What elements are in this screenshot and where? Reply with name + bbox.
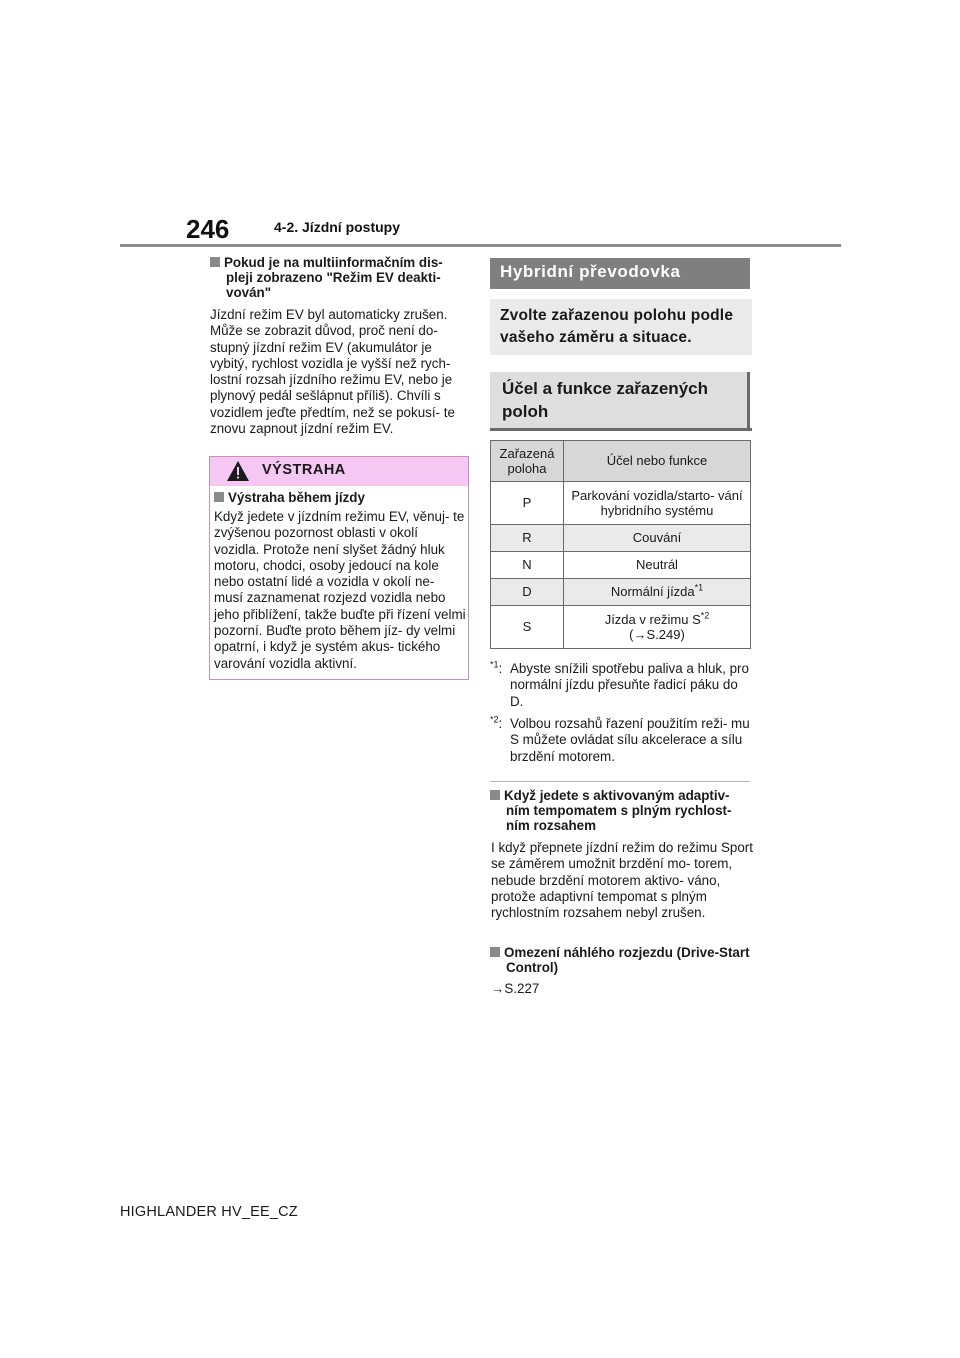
gear-position-table	[490, 440, 751, 649]
table-cell-position: D	[491, 579, 564, 606]
table-row	[491, 552, 751, 579]
footer-model: HIGHLANDER HV_EE_CZ	[120, 1204, 298, 1220]
right-heading-dsc-text: Omezení náhlého rozjezdu (Drive-Start Control)	[504, 945, 750, 975]
subsection-title: Účel a funkce zařazených poloh	[502, 379, 708, 421]
bullet-square-icon	[210, 257, 220, 267]
page-reference: (→S.249)	[629, 627, 685, 642]
header-rule	[120, 244, 841, 247]
table-row	[491, 482, 751, 525]
intro-text: Zvolte zařazenou polohu podle vašeho záměru a situace.	[500, 307, 734, 346]
warning-body: Když jedete v jízdním režimu EV, věnuj- te zvýšenou pozornost oblasti v okolí vozidla. Protože není slyšet žádný hluk motoru, chodci, osoby jedoucí na kole nebo ostatní lidé a vozidla v okolí ne- musí zaznamenat rozjezd vozidla nebo jeho přiblížení, takže buďte při řízení velmi pozorní. Buďte proto během jíz- dy velmi opatrní, i když je systém akus- tického varování vozidla aktivní.	[214, 509, 466, 671]
table-cell-position: S	[491, 606, 564, 649]
warning-subheading	[214, 490, 464, 505]
right-heading-acc-text: Když jedete s aktivovaným adaptiv- ním tempomatem s plným rychlost- ním rozsahem	[504, 788, 732, 833]
section-title: 4-2. Jízdní postupy	[274, 219, 401, 235]
footnote-ref: *2	[700, 610, 710, 621]
warning-triangle-icon	[226, 460, 250, 482]
table-cell-position: N	[491, 552, 564, 579]
left-heading	[210, 255, 466, 300]
footnote-mark: *1	[490, 659, 499, 670]
table-header-function: Účel nebo funkce	[564, 441, 751, 482]
table-cell-function: Couvání	[564, 525, 751, 552]
footnote-mark: *2	[490, 714, 499, 725]
right-heading-acc	[490, 788, 752, 833]
table-cell-function: Parkování vozidla/starto- vání hybridního systému	[564, 482, 751, 525]
warning-title: VÝSTRAHA	[262, 462, 346, 478]
table-cell-function: Neutrál	[564, 552, 751, 579]
table-cell-function	[564, 606, 751, 649]
page-number: 246	[186, 214, 230, 244]
footnote-text: Abyste snížili spotřebu paliva a hluk, pro normální jízdu přesuňte řadicí páku do D.	[510, 661, 749, 709]
bullet-square-icon	[490, 790, 500, 800]
footnote-text: Volbou rozsahů řazení použitím reži- mu S můžete ovládat sílu akcelerace a sílu brzdění motorem.	[510, 716, 750, 764]
table-cell-position: P	[491, 482, 564, 525]
table-cell-position: R	[491, 525, 564, 552]
table-cell-function	[564, 579, 751, 606]
table-row	[491, 525, 751, 552]
right-heading-dsc	[490, 945, 752, 975]
table-header-row	[491, 441, 751, 482]
section-banner-title: Hybridní převodovka	[500, 262, 681, 281]
right-body-acc: I když přepnete jízdní režim do režimu Sport se záměrem umožnit brzdění mo- torem, nebude brzdění motorem aktivo- váno, protože adaptivní tempomat s plným rychlostním rozsahem nebyl zrušen.	[491, 840, 753, 921]
footnote: $^{*1}$: Abyste snížili spotřebu paliva a hluk, pro normální jízdu přesuňte řadicí páku do D.	[490, 659, 749, 709]
left-body: Jízdní režim EV byl automaticky zrušen. Může se zobrazit důvod, proč není do- stupný jízdní režim EV (akumulátor je vybitý, rychlost vozidla je vyšší než rych- lostní rozsah jízdního režimu EV, nebo je plynový pedál sešlápnut příliš). Chvíli s vozidlem jeďte předtím, než se pokusí- te znovu zapnout jízdní režim EV.	[210, 307, 455, 437]
left-heading-text: Pokud je na multiinformačním dis- pleji zobrazeno "Režim EV deakti- vován"	[224, 255, 443, 300]
bullet-square-icon	[490, 947, 500, 957]
divider	[490, 781, 750, 782]
subsection-underline	[490, 428, 752, 431]
table-cell-function-text: Jízda v režimu S	[604, 611, 701, 627]
footnote-ref: *1	[694, 582, 704, 593]
warning-subheading-text: Výstraha během jízdy	[228, 490, 365, 505]
table-cell-function-text: Normální jízda	[610, 584, 695, 600]
table-header-position: Zařazená poloha	[491, 441, 564, 482]
page-reference[interactable]: →S.227	[491, 981, 540, 996]
bullet-square-icon	[214, 492, 224, 502]
table-row	[491, 579, 751, 606]
footnote: $^{*2}$: Volbou rozsahů řazení použitím reži- mu S můžete ovládat sílu akcelerace a sílu brzdění motorem.	[490, 714, 750, 764]
table-row	[491, 606, 751, 649]
